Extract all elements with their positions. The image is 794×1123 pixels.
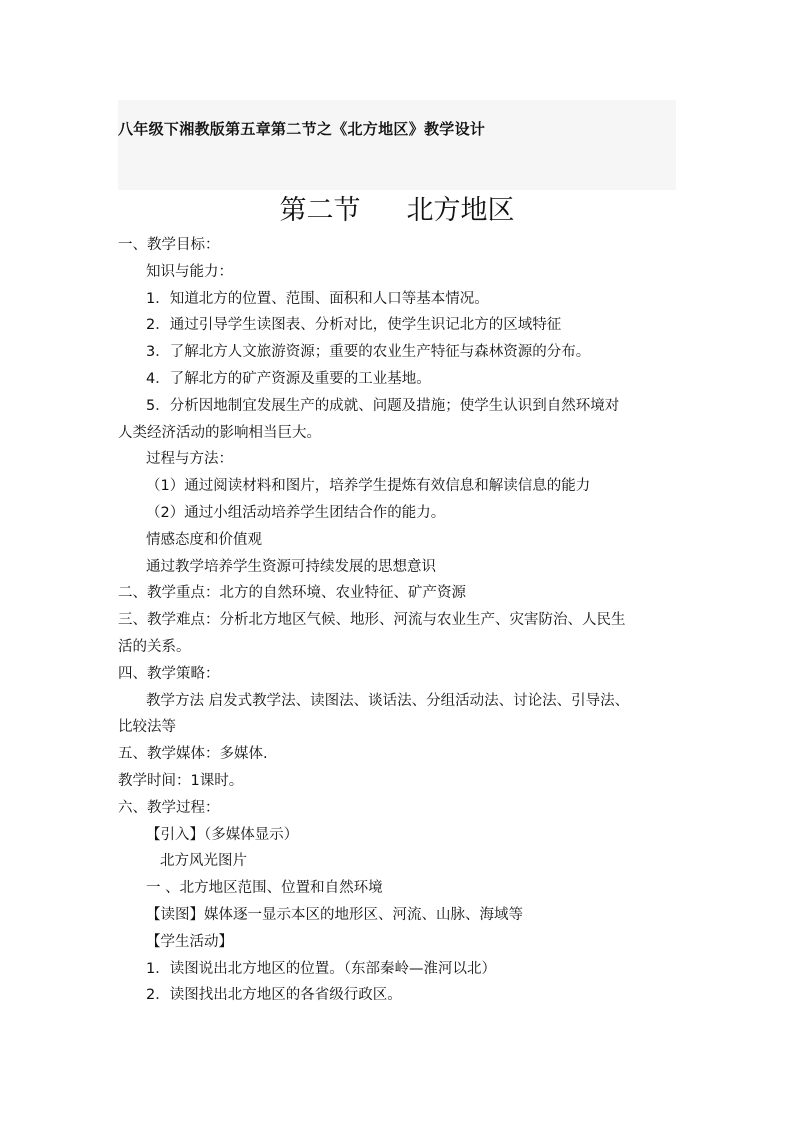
content-line: 【引入】（多媒体显示） (146, 826, 299, 843)
content-line: 教学方法 启发式教学法、读图法、谈话法、分组活动法、讨论法、引导法、 (146, 692, 630, 709)
content-line: 教学时间：1课时。 (118, 772, 244, 789)
lesson-content (118, 232, 678, 1009)
content-line: 1．读图说出北方地区的位置。（东部秦岭—淮河以北） (146, 960, 496, 977)
content-line: 三、教学难点：分析北方地区气候、地形、河流与农业生产、灾害防治、人民生 (118, 612, 626, 629)
content-line: 北方风光图片 (160, 853, 247, 870)
section-title (0, 188, 794, 227)
content-line: 情感态度和价值观 (146, 531, 262, 548)
content-line: （1）通过阅读材料和图片，培养学生提炼有效信息和解读信息的能力 (146, 478, 591, 495)
content-line: 5．分析因地制宜发展生产的成就、问题及措施；使学生认识到自然环境对 (146, 397, 620, 414)
content-line: 五、教学媒体：多媒体. (118, 746, 268, 763)
content-line: 活的关系。 (118, 638, 191, 655)
content-line: 【读图】媒体逐一显示本区的地形区、河流、山脉、海域等 (146, 906, 523, 923)
content-line: 4．了解北方的矿产资源及重要的工业基地。 (146, 370, 431, 387)
content-line: 通过教学培养学生资源可持续发展的思想意识 (146, 558, 436, 575)
content-line: 一、教学目标： (118, 237, 220, 253)
content-line: 四、教学策略： (118, 665, 220, 682)
content-line: 一 、北方地区范围、位置和自然环境 (146, 880, 383, 897)
content-line: 【学生活动】 (146, 933, 233, 950)
document-header: 八年级下湘教版第五章第二节之《北方地区》教学设计 (118, 120, 486, 138)
content-line: 1．知道北方的位置、范围、面积和人口等基本情况。 (146, 290, 489, 307)
content-line: 2．通过引导学生读图表、分析对比，使学生识记北方的区域特征 (146, 317, 562, 334)
content-line: 知识与能力： (146, 263, 233, 280)
section-title-name: 北方地区 (406, 195, 515, 226)
section-title-number: 第二节 (279, 195, 361, 226)
content-line: 过程与方法： (146, 451, 233, 468)
content-line: 比较法等 (118, 719, 176, 736)
content-line: 二、教学重点：北方的自然环境、农业特征、矿产资源 (118, 585, 466, 602)
header-band (118, 100, 676, 190)
content-line: 六、教学过程： (118, 799, 220, 816)
content-line: （2）通过小组活动培养学生团结合作的能力。 (146, 504, 446, 521)
content-line: 人类经济活动的影响相当巨大。 (118, 424, 321, 441)
content-line: 3．了解北方人文旅游资源；重要的农业生产特征与森林资源的分布。 (146, 344, 591, 361)
content-line: 2．读图找出北方地区的各省级行政区。 (146, 987, 402, 1004)
